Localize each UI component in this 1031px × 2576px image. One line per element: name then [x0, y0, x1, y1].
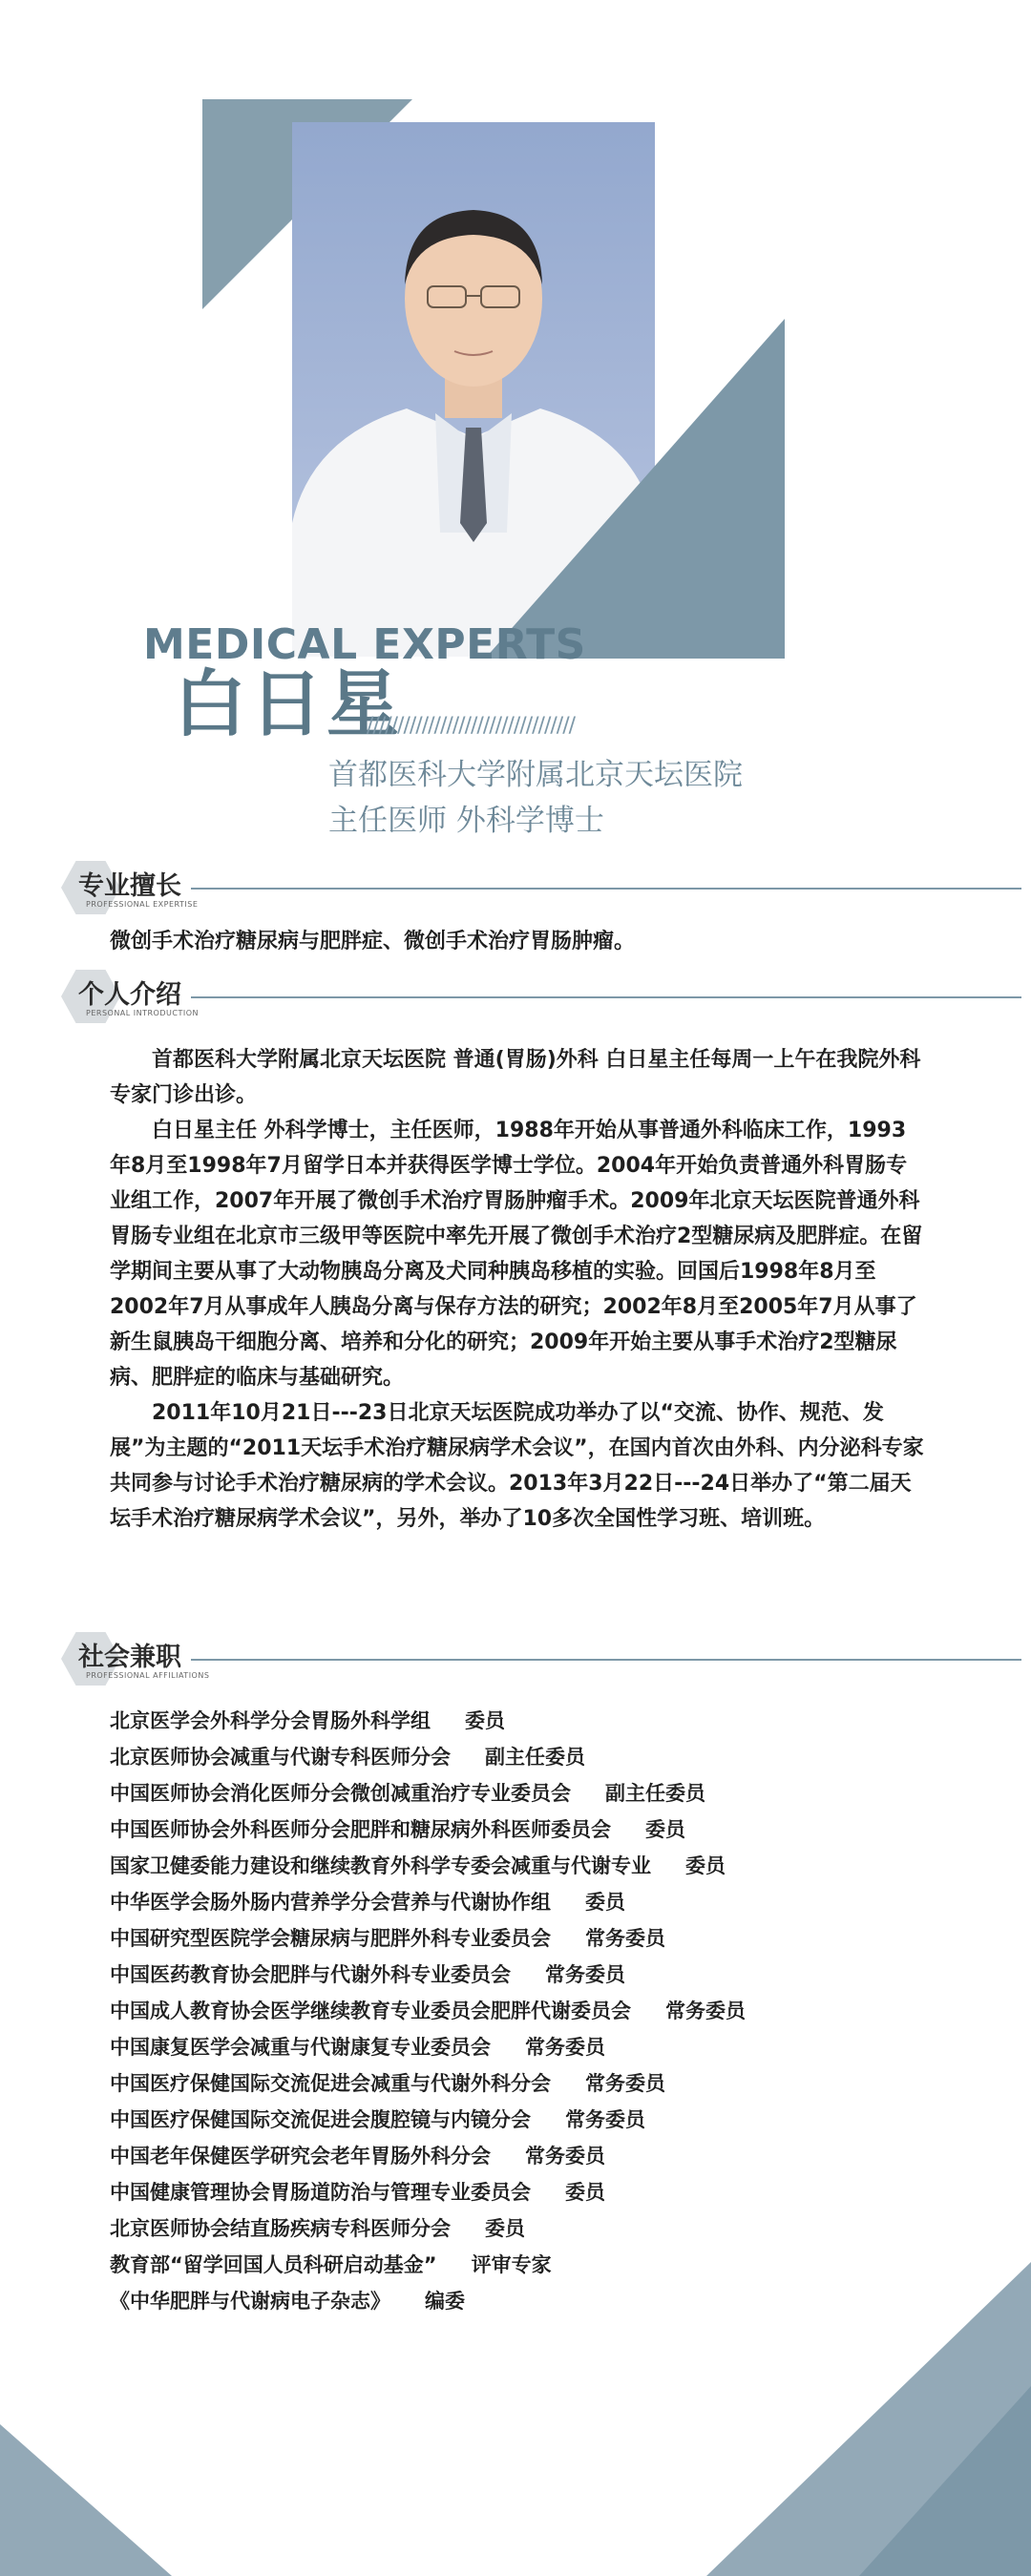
affiliation-role: 副主任委员	[605, 1782, 705, 1805]
decor-slashes: //////////////////////////////////	[367, 714, 576, 738]
affiliation-org: 教育部“留学回国人员科研启动基金”	[110, 2253, 437, 2276]
section-header-expertise	[61, 861, 958, 922]
affiliation-list	[110, 1703, 969, 2319]
affiliation-role: 常务委员	[585, 2072, 665, 2095]
section-title: 专业擅长	[78, 871, 181, 901]
affiliation-org: 中国成人教育协会医学继续教育专业委员会肥胖代谢委员会	[110, 2000, 631, 2022]
section-divider	[191, 888, 1021, 890]
list-item	[110, 2065, 969, 2102]
expertise-text: 微创手术治疗糖尿病与肥胖症、微创手术治疗胃肠肿瘤。	[110, 930, 636, 953]
affiliation-org: 中华医学会肠外肠内营养学分会营养与代谢协作组	[110, 1891, 551, 1914]
section-title: 社会兼职	[78, 1643, 181, 1672]
affiliation-org: 北京医学会外科学分会胃肠外科学组	[110, 1709, 431, 1732]
list-item	[110, 1812, 969, 1848]
list-item	[110, 2210, 969, 2247]
list-item	[110, 2283, 969, 2319]
list-item	[110, 1920, 969, 1957]
affiliation-role: 委员	[485, 2217, 525, 2240]
affiliation-org: 中国康复医学会减重与代谢康复专业委员会	[110, 2036, 491, 2059]
list-item	[110, 2138, 969, 2174]
intro-paragraph: 首都医科大学附属北京天坛医院 普通(胃肠)外科 白日星主任每周一上午在我院外科专家门诊出诊。	[110, 1048, 921, 1107]
affiliation-role: 委员	[685, 1854, 726, 1877]
affiliation-org: 中国医疗保健国际交流促进会减重与代谢外科分会	[110, 2072, 551, 2095]
section-header-intro	[61, 970, 958, 1031]
doctor-name: 白日星	[174, 661, 403, 746]
list-item	[110, 2174, 969, 2210]
section-subtitle: PROFESSIONAL AFFILIATIONS	[86, 1671, 210, 1680]
affiliation-org: 中国医药教育协会肥胖与代谢外科专业委员会	[110, 1963, 511, 1986]
affiliation-role: 评审专家	[471, 2253, 552, 2276]
section-subtitle: PERSONAL INTRODUCTION	[86, 1009, 199, 1017]
list-item	[110, 2247, 969, 2283]
list-item	[110, 2102, 969, 2138]
affiliation-org: 中国医师协会消化医师分会微创减重治疗专业委员会	[110, 1782, 571, 1805]
affiliation-role: 常务委员	[585, 1927, 665, 1950]
list-item	[110, 1848, 969, 1884]
affiliation-role: 委员	[565, 2181, 605, 2204]
intro-paragraph: 2011年10月21日---23日北京天坛医院成功举办了以“交流、协作、规范、发展”为主题的“2011天坛手术治疗糖尿病学术会议”，在国内首次由外科、内分泌科专家共同参与讨论手术治疗糖尿病的学术会议。2013年3月22日---24日举办了“第二届天坛手术治疗糖尿病学术会议”，另外，举办了10多次全国性学习班、培训班。	[110, 1401, 924, 1531]
affiliation-org: 北京医师协会减重与代谢专科医师分会	[110, 1746, 451, 1769]
hospital-name: 首都医科大学附属北京天坛医院	[328, 758, 743, 792]
affiliation-role: 委员	[465, 1709, 505, 1732]
intro-text	[110, 1042, 927, 1537]
affiliation-role: 委员	[585, 1891, 625, 1914]
list-item	[110, 1884, 969, 1920]
affiliation-org: 中国医疗保健国际交流促进会腹腔镜与内镜分会	[110, 2108, 531, 2131]
list-item	[110, 1957, 969, 1993]
affiliation-role: 委员	[645, 1818, 685, 1841]
intro-paragraph: 白日星主任 外科学博士，主任医师，1988年开始从事普通外科临床工作，1993年8月至1998年7月留学日本并获得医学博士学位。2004年开始负责普通外科胃肠专业组工作，2007年开展了微创手术治疗胃肠肿瘤手术。2009年北京天坛医院普通外科胃肠专业组在北京市三级甲等医院中率先开展了微创手术治疗2型糖尿病及肥胖症。在留学期间主要从事了大动物胰岛分离及犬同种胰岛移植的实验。回国后1998年8月至2002年7月从事成年人胰岛分离与保存方法的研究；2002年8月至2005年7月从事了新生鼠胰岛干细胞分离、培养和分化的研究；2009年开始主要从事手术治疗2型糖尿病、肥胖症的临床与基础研究。	[110, 1119, 923, 1390]
affiliation-role: 常务委员	[525, 2145, 605, 2168]
section-divider	[191, 1659, 1021, 1661]
affiliation-role: 常务委员	[665, 2000, 746, 2022]
affiliation-role: 常务委员	[565, 2108, 645, 2131]
list-item	[110, 1703, 969, 1739]
section-subtitle: PROFESSIONAL EXPERTISE	[86, 900, 199, 909]
doctor-title: 主任医师 外科学博士	[328, 804, 604, 838]
section-header-affiliations	[61, 1632, 958, 1693]
affiliation-org: 中国医师协会外科医师分会肥胖和糖尿病外科医师委员会	[110, 1818, 611, 1841]
affiliation-role: 常务委员	[545, 1963, 625, 1986]
decor-triangle-bottom-left	[0, 2424, 172, 2576]
affiliation-org: 中国研究型医院学会糖尿病与肥胖外科专业委员会	[110, 1927, 551, 1950]
affiliation-org: 中国老年保健医学研究会老年胃肠外科分会	[110, 2145, 491, 2168]
affiliation-org: 国家卫健委能力建设和继续教育外科学专委会减重与代谢专业	[110, 1854, 651, 1877]
list-item	[110, 1739, 969, 1775]
section-title: 个人介绍	[78, 980, 181, 1010]
affiliation-role: 编委	[425, 2290, 465, 2313]
list-item	[110, 1993, 969, 2029]
affiliation-org: 北京医师协会结直肠疾病专科医师分会	[110, 2217, 451, 2240]
list-item	[110, 1775, 969, 1812]
list-item	[110, 2029, 969, 2065]
affiliation-org: 中国健康管理协会胃肠道防治与管理专业委员会	[110, 2181, 531, 2204]
affiliation-org: 《中华肥胖与代谢病电子杂志》	[110, 2290, 390, 2313]
brand-heading: MEDICAL EXPERTS	[143, 620, 586, 669]
section-divider	[191, 996, 1021, 998]
affiliation-role: 常务委员	[525, 2036, 605, 2059]
affiliation-role: 副主任委员	[485, 1746, 585, 1769]
